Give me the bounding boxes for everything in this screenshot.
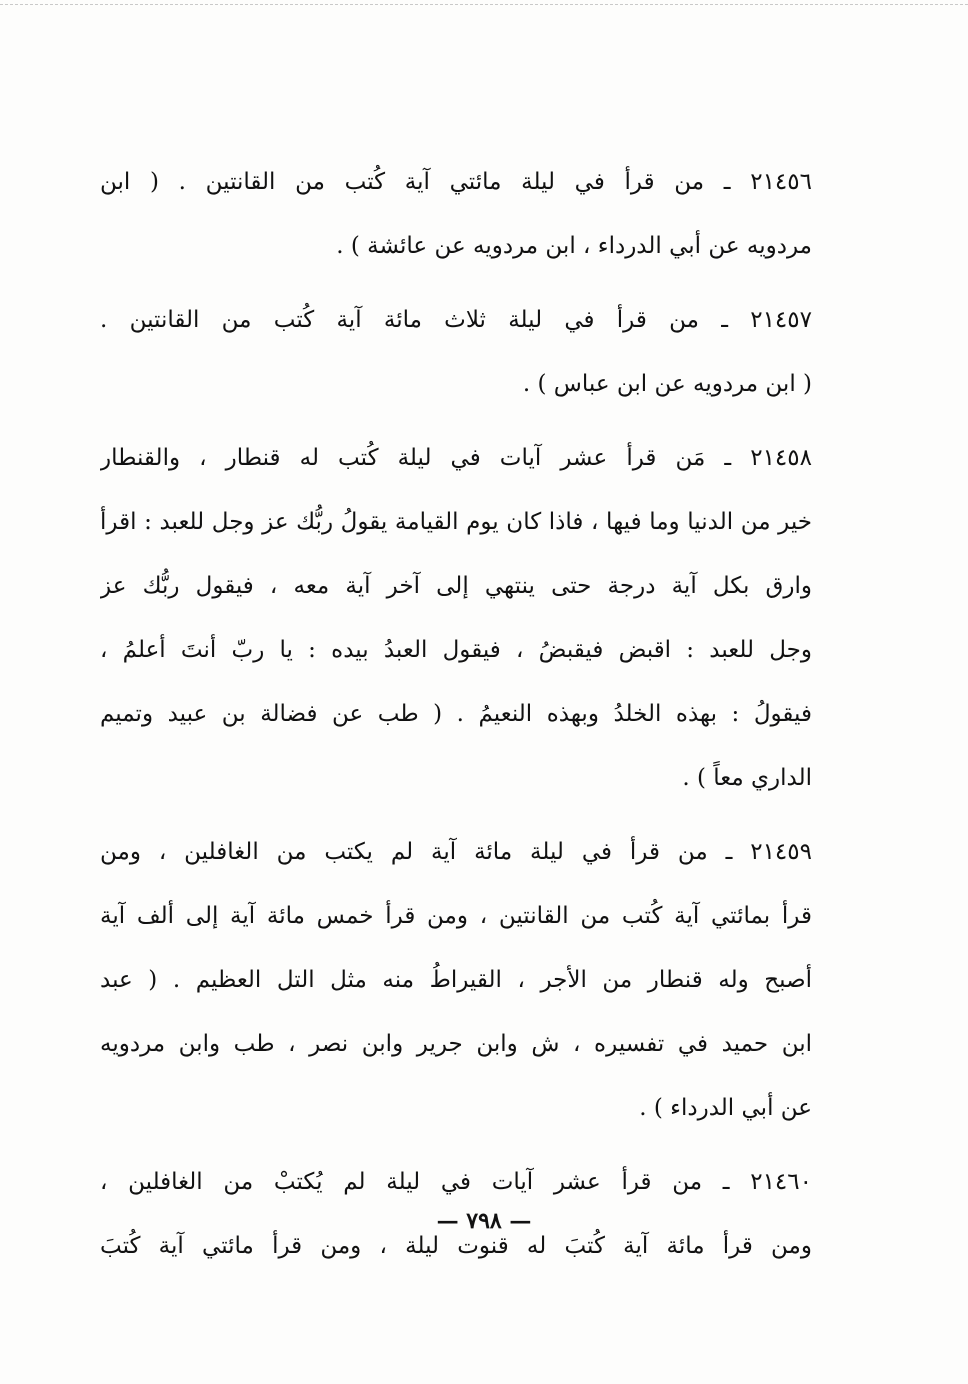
text-line: ابن حميد في تفسيره ، ش وابن جرير وابن نصر ، طب وابن مردويه: [100, 1031, 812, 1057]
text-line: ٢١٤٥٨ ـ مَن قرأ عشر آيات في ليلة كُتب له قنطار ، والقنطار: [100, 445, 812, 471]
entry-21456: [100, 150, 812, 278]
text-line: ٢١٤٦٠ ـ من قرأ عشر آيات في ليلة لم يُكتبْ من الغافلين ،: [100, 1169, 812, 1195]
text-line: فيقولُ : بهذه الخلدُ وبهذه النعيمُ . ( طب عن فضالة بن عبيد وتميم: [100, 701, 812, 727]
text-line: الداري معاً ) .: [682, 765, 812, 791]
page-number: — ٧٩٨ —: [436, 1208, 532, 1234]
text-line: وارق بكل آية درجة حتى ينتهي إلى آخر آية معه ، فيقول ربُّك عز: [100, 573, 812, 599]
text-line: خير من الدنيا وما فيها ، فاذا كان يوم القيامة يقولُ ربُّك عز وجل للعبد : اقرأ: [100, 509, 812, 535]
text-body: [100, 150, 812, 1288]
text-line: قرأ بمائتي آية كُتب من القانتين ، ومن قرأ خمس مائة آية إلى ألف آية: [100, 903, 812, 929]
text-line: ومن قرأ مائة آية كُتبَ له قنوت ليلة ، ومن قرأ مائتي آية كُتبَ: [100, 1233, 812, 1259]
text-line: أصبح وله قنطار من الأجر ، القيراطُ منه مثل التل العظيم . ( عبد: [100, 967, 812, 993]
entry-21457: [100, 288, 812, 416]
text-line: ( ابن مردويه عن ابن عباس ) .: [522, 371, 812, 397]
text-line: مردويه عن أبي الدرداء ، ابن مردويه عن عائشة ) .: [336, 233, 812, 259]
top-edge-rule: [0, 4, 968, 5]
text-line: ٢١٤٥٧ ـ من قرأ في ليلة ثلاث مائة آية كُتب من القانتين .: [100, 307, 812, 333]
entry-21458: [100, 426, 812, 810]
text-line: وجل للعبد : اقبض فيقبضُ ، فيقول العبدُ بيده : يا ربّ أنتَ أعلمُ ،: [100, 637, 812, 663]
entry-21459: [100, 820, 812, 1140]
text-line: عن أبي الدرداء ) .: [639, 1095, 812, 1121]
text-line: ٢١٤٥٩ ـ من قرأ في ليلة مائة آية لم يكتب من الغافلين ، ومن: [100, 839, 812, 865]
text-line: ٢١٤٥٦ ـ من قرأ في ليلة مائتي آية كُتب من القانتين . ( ابن: [100, 169, 812, 195]
